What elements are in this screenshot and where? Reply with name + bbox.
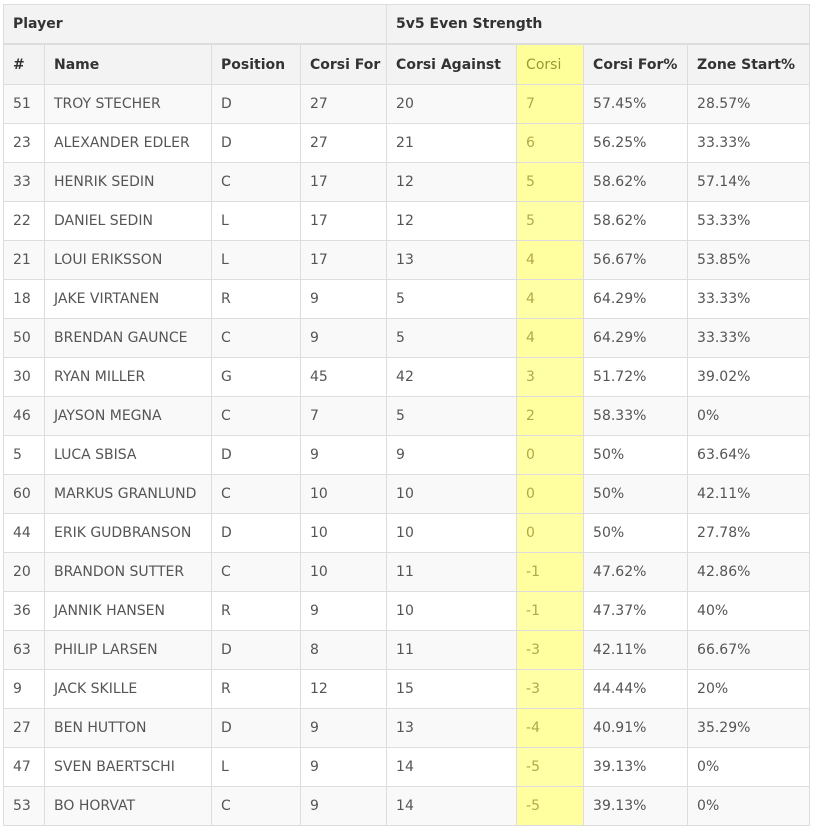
cell-zone-start-pct: 28.57% xyxy=(688,85,810,124)
cell-zone-start-pct: 66.67% xyxy=(688,631,810,670)
cell-corsi-against: 5 xyxy=(387,397,517,436)
cell-corsi-against: 10 xyxy=(387,514,517,553)
cell-name: HENRIK SEDIN xyxy=(45,163,212,202)
table-row xyxy=(4,319,810,358)
cell-position: D xyxy=(212,631,301,670)
cell-corsi-for-pct: 44.44% xyxy=(584,670,688,709)
cell-name: BRENDAN GAUNCE xyxy=(45,319,212,358)
cell-number: 33 xyxy=(4,163,45,202)
cell-corsi: 3 xyxy=(517,358,584,397)
cell-zone-start-pct: 27.78% xyxy=(688,514,810,553)
cell-zone-start-pct: 42.86% xyxy=(688,553,810,592)
cell-corsi-for-pct: 64.29% xyxy=(584,319,688,358)
cell-corsi-against: 10 xyxy=(387,475,517,514)
cell-corsi-for-pct: 47.62% xyxy=(584,553,688,592)
cell-zone-start-pct: 35.29% xyxy=(688,709,810,748)
column-header-corsi-for-pct[interactable]: Corsi For% xyxy=(584,44,688,85)
cell-number: 46 xyxy=(4,397,45,436)
cell-corsi-against: 42 xyxy=(387,358,517,397)
cell-name: ERIK GUDBRANSON xyxy=(45,514,212,553)
cell-number: 47 xyxy=(4,748,45,787)
cell-corsi-for-pct: 64.29% xyxy=(584,280,688,319)
cell-corsi-for-pct: 47.37% xyxy=(584,592,688,631)
cell-corsi-for: 12 xyxy=(301,670,387,709)
cell-corsi-for-pct: 51.72% xyxy=(584,358,688,397)
cell-position: D xyxy=(212,124,301,163)
cell-corsi-against: 12 xyxy=(387,202,517,241)
cell-corsi: -3 xyxy=(517,670,584,709)
cell-corsi-against: 14 xyxy=(387,748,517,787)
cell-position: C xyxy=(212,475,301,514)
cell-position: R xyxy=(212,670,301,709)
cell-number: 27 xyxy=(4,709,45,748)
table-row xyxy=(4,670,810,709)
table-row xyxy=(4,475,810,514)
header-group-player: Player xyxy=(4,5,387,45)
table-row xyxy=(4,163,810,202)
cell-corsi-against: 14 xyxy=(387,787,517,826)
cell-name: MARKUS GRANLUND xyxy=(45,475,212,514)
table-row xyxy=(4,124,810,163)
cell-corsi-against: 10 xyxy=(387,592,517,631)
table-row xyxy=(4,514,810,553)
cell-corsi-for-pct: 56.25% xyxy=(584,124,688,163)
cell-number: 63 xyxy=(4,631,45,670)
cell-name: PHILIP LARSEN xyxy=(45,631,212,670)
cell-position: C xyxy=(212,319,301,358)
cell-corsi-for: 9 xyxy=(301,709,387,748)
cell-zone-start-pct: 53.85% xyxy=(688,241,810,280)
cell-corsi-for-pct: 40.91% xyxy=(584,709,688,748)
column-header-row xyxy=(4,44,810,85)
cell-corsi-for: 17 xyxy=(301,163,387,202)
cell-zone-start-pct: 33.33% xyxy=(688,124,810,163)
cell-number: 21 xyxy=(4,241,45,280)
cell-corsi-against: 15 xyxy=(387,670,517,709)
cell-corsi-for: 9 xyxy=(301,280,387,319)
cell-zone-start-pct: 0% xyxy=(688,748,810,787)
cell-corsi-for-pct: 56.67% xyxy=(584,241,688,280)
cell-corsi: -1 xyxy=(517,553,584,592)
cell-corsi-for-pct: 50% xyxy=(584,514,688,553)
cell-corsi-for-pct: 50% xyxy=(584,436,688,475)
cell-corsi-against: 13 xyxy=(387,241,517,280)
cell-name: RYAN MILLER xyxy=(45,358,212,397)
cell-position: D xyxy=(212,709,301,748)
cell-number: 51 xyxy=(4,85,45,124)
cell-name: TROY STECHER xyxy=(45,85,212,124)
cell-corsi-for-pct: 39.13% xyxy=(584,748,688,787)
cell-corsi: -5 xyxy=(517,787,584,826)
cell-corsi-for: 9 xyxy=(301,319,387,358)
cell-number: 53 xyxy=(4,787,45,826)
cell-corsi: 4 xyxy=(517,280,584,319)
cell-corsi-for-pct: 50% xyxy=(584,475,688,514)
table-row xyxy=(4,553,810,592)
cell-zone-start-pct: 0% xyxy=(688,787,810,826)
table-row xyxy=(4,436,810,475)
cell-number: 50 xyxy=(4,319,45,358)
cell-corsi-for: 10 xyxy=(301,514,387,553)
cell-corsi-for: 7 xyxy=(301,397,387,436)
cell-position: L xyxy=(212,241,301,280)
table-row xyxy=(4,748,810,787)
cell-position: D xyxy=(212,85,301,124)
cell-corsi-against: 11 xyxy=(387,631,517,670)
cell-zone-start-pct: 33.33% xyxy=(688,280,810,319)
cell-position: C xyxy=(212,163,301,202)
cell-name: JAYSON MEGNA xyxy=(45,397,212,436)
table-row xyxy=(4,280,810,319)
cell-corsi: -1 xyxy=(517,592,584,631)
cell-name: JAKE VIRTANEN xyxy=(45,280,212,319)
table-row xyxy=(4,85,810,124)
cell-corsi-against: 9 xyxy=(387,436,517,475)
column-header-number[interactable]: # xyxy=(4,44,45,85)
cell-number: 18 xyxy=(4,280,45,319)
header-group-strength: 5v5 Even Strength xyxy=(387,5,810,45)
column-header-corsi-against[interactable]: Corsi Against xyxy=(387,44,517,85)
cell-zone-start-pct: 40% xyxy=(688,592,810,631)
cell-position: R xyxy=(212,280,301,319)
cell-zone-start-pct: 53.33% xyxy=(688,202,810,241)
cell-corsi-against: 13 xyxy=(387,709,517,748)
cell-corsi-for-pct: 42.11% xyxy=(584,631,688,670)
cell-zone-start-pct: 39.02% xyxy=(688,358,810,397)
cell-corsi: -4 xyxy=(517,709,584,748)
cell-position: L xyxy=(212,202,301,241)
table-row xyxy=(4,709,810,748)
table-row xyxy=(4,787,810,826)
table-row xyxy=(4,358,810,397)
cell-corsi-for: 10 xyxy=(301,475,387,514)
cell-number: 30 xyxy=(4,358,45,397)
cell-position: C xyxy=(212,397,301,436)
cell-zone-start-pct: 20% xyxy=(688,670,810,709)
table-row xyxy=(4,592,810,631)
cell-name: BEN HUTTON xyxy=(45,709,212,748)
cell-name: LUCA SBISA xyxy=(45,436,212,475)
cell-name: SVEN BAERTSCHI xyxy=(45,748,212,787)
cell-position: R xyxy=(212,592,301,631)
cell-corsi: 5 xyxy=(517,163,584,202)
cell-zone-start-pct: 33.33% xyxy=(688,319,810,358)
column-header-corsi-for[interactable]: Corsi For xyxy=(301,44,387,85)
cell-corsi-for: 45 xyxy=(301,358,387,397)
cell-name: ALEXANDER EDLER xyxy=(45,124,212,163)
cell-corsi: -5 xyxy=(517,748,584,787)
cell-corsi-for: 9 xyxy=(301,592,387,631)
cell-corsi-for: 9 xyxy=(301,787,387,826)
cell-position: G xyxy=(212,358,301,397)
cell-name: BO HORVAT xyxy=(45,787,212,826)
cell-number: 60 xyxy=(4,475,45,514)
cell-corsi: 0 xyxy=(517,436,584,475)
cell-position: C xyxy=(212,553,301,592)
cell-name: JANNIK HANSEN xyxy=(45,592,212,631)
cell-zone-start-pct: 0% xyxy=(688,397,810,436)
cell-number: 36 xyxy=(4,592,45,631)
column-header-position[interactable]: Position xyxy=(212,44,301,85)
cell-corsi-against: 21 xyxy=(387,124,517,163)
cell-corsi-for-pct: 58.62% xyxy=(584,202,688,241)
cell-corsi: 4 xyxy=(517,319,584,358)
column-header-name[interactable]: Name xyxy=(45,44,212,85)
cell-position: D xyxy=(212,436,301,475)
cell-number: 20 xyxy=(4,553,45,592)
cell-number: 23 xyxy=(4,124,45,163)
cell-corsi: 6 xyxy=(517,124,584,163)
cell-zone-start-pct: 42.11% xyxy=(688,475,810,514)
cell-number: 22 xyxy=(4,202,45,241)
cell-corsi-against: 5 xyxy=(387,319,517,358)
table-row xyxy=(4,241,810,280)
cell-name: DANIEL SEDIN xyxy=(45,202,212,241)
column-header-corsi[interactable]: Corsi xyxy=(517,44,584,85)
stats-table-container xyxy=(3,4,809,826)
cell-corsi-for: 9 xyxy=(301,748,387,787)
cell-corsi-for-pct: 58.62% xyxy=(584,163,688,202)
cell-zone-start-pct: 57.14% xyxy=(688,163,810,202)
cell-corsi: 5 xyxy=(517,202,584,241)
cell-corsi: 2 xyxy=(517,397,584,436)
cell-corsi-for: 17 xyxy=(301,241,387,280)
cell-name: BRANDON SUTTER xyxy=(45,553,212,592)
table-row xyxy=(4,397,810,436)
column-header-zone-start-pct[interactable]: Zone Start% xyxy=(688,44,810,85)
cell-zone-start-pct: 63.64% xyxy=(688,436,810,475)
cell-position: L xyxy=(212,748,301,787)
cell-corsi-for: 9 xyxy=(301,436,387,475)
table-body xyxy=(4,85,810,826)
cell-corsi-against: 20 xyxy=(387,85,517,124)
cell-name: LOUI ERIKSSON xyxy=(45,241,212,280)
cell-corsi-against: 11 xyxy=(387,553,517,592)
cell-corsi-for: 10 xyxy=(301,553,387,592)
cell-corsi-for-pct: 58.33% xyxy=(584,397,688,436)
cell-number: 9 xyxy=(4,670,45,709)
header-group-row xyxy=(4,5,810,45)
cell-name: JACK SKILLE xyxy=(45,670,212,709)
cell-corsi-against: 12 xyxy=(387,163,517,202)
cell-number: 44 xyxy=(4,514,45,553)
player-stats-table xyxy=(3,4,810,826)
cell-position: D xyxy=(212,514,301,553)
cell-corsi-for: 17 xyxy=(301,202,387,241)
cell-corsi-for: 27 xyxy=(301,124,387,163)
cell-corsi: 4 xyxy=(517,241,584,280)
cell-corsi-for-pct: 57.45% xyxy=(584,85,688,124)
cell-corsi: -3 xyxy=(517,631,584,670)
cell-corsi-for-pct: 39.13% xyxy=(584,787,688,826)
cell-number: 5 xyxy=(4,436,45,475)
cell-corsi: 7 xyxy=(517,85,584,124)
cell-corsi: 0 xyxy=(517,514,584,553)
cell-corsi: 0 xyxy=(517,475,584,514)
cell-corsi-for: 8 xyxy=(301,631,387,670)
table-row xyxy=(4,631,810,670)
cell-corsi-against: 5 xyxy=(387,280,517,319)
table-row xyxy=(4,202,810,241)
cell-corsi-for: 27 xyxy=(301,85,387,124)
cell-position: C xyxy=(212,787,301,826)
